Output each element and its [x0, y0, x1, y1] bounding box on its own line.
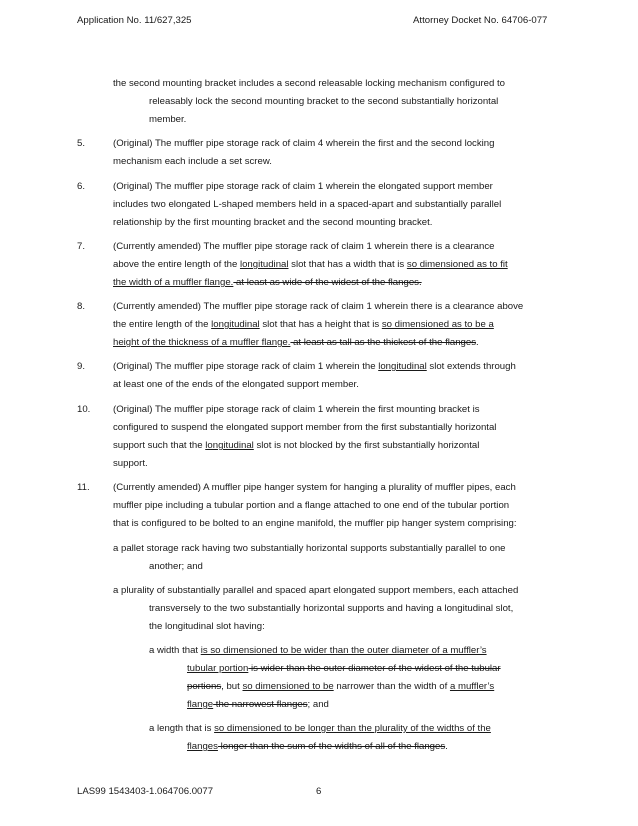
claim-9-line-1: (Original) The muffler pipe storage rack of claim 1 wherein the longitudinal slot extends through [113, 361, 516, 372]
intro-line-3: member. [149, 114, 187, 125]
claim-8-line-2: the entire length of the longitudinal slot that has a height that is so dimensioned as to be a [113, 319, 494, 330]
plurality-line-3: the longitudinal slot having: [149, 621, 265, 632]
claim-11-line-1: (Currently amended) A muffler pipe hanger system for hanging a plurality of muffler pipes, each [113, 482, 516, 493]
claim-5-line-2: mechanism each include a set screw. [113, 156, 272, 167]
claim-5-number: 5. [77, 138, 86, 149]
width-line-1: a width that is so dimensioned to be wider than the outer diameter of a muffler’s [149, 645, 487, 656]
claim-10-line-4: support. [113, 458, 148, 469]
claim-7-line-2: above the entire length of the longitudinal slot that has a width that is so dimensioned as to fit [113, 259, 508, 270]
page-number: 6 [316, 786, 322, 797]
claim-9-number: 9. [77, 361, 86, 372]
claim-9-line-2: at least one of the ends of the elongated support member. [113, 379, 359, 390]
application-number: Application No. 11/627,325 [77, 15, 192, 26]
claim-11-line-3: that is configured to be bolted to an engine manifold, the muffler pip hanger system comprising: [113, 518, 517, 529]
claim-5-line-1: (Original) The muffler pipe storage rack of claim 4 wherein the first and the second locking [113, 138, 495, 149]
claim-7-line-3: the width of a muffler flange. at least as wide of the widest of the flanges. [113, 277, 422, 288]
claim-8-line-3: height of the thickness of a muffler flange. at least as tall as the thickest of the flanges. [113, 337, 479, 348]
width-line-4: flange the narrowest flanges; and [187, 699, 329, 710]
claim-11-number: 11. [77, 482, 90, 493]
claim-11-line-2: muffler pipe including a tubular portion and a flange attached to one end of the tubular portion [113, 500, 510, 511]
width-line-2: tubular portion is wider than the outer diameter of the widest of the tubular [187, 663, 501, 674]
claim-10-line-2: configured to suspend the elongated support member from the first substantially horizontal [113, 422, 497, 433]
claim-6-line-1: (Original) The muffler pipe storage rack of claim 1 wherein the elongated support member [113, 181, 493, 192]
claim-6-line-2: includes two elongated L-shaped members held in a spaced-apart and substantially parallel [113, 199, 502, 210]
claim-10-number: 10. [77, 404, 91, 415]
claim-10-line-1: (Original) The muffler pipe storage rack of claim 1 wherein the first mounting bracket is [113, 404, 480, 415]
claim-6-number: 6. [77, 181, 86, 192]
width-line-3: portions, but so dimensioned to be narrower than the width of a muffler’s [187, 681, 495, 692]
intro-line-1: the second mounting bracket includes a second releasable locking mechanism configured to [113, 78, 505, 89]
claim-7-number: 7. [77, 241, 86, 252]
plurality-line-1: a plurality of substantially parallel and spaced apart elongated support members, each attached [113, 585, 519, 596]
claim-6-line-3: relationship by the first mounting bracket and the second mounting bracket. [113, 217, 433, 228]
pallet-line-2: another; and [149, 561, 203, 572]
length-line-2: flanges longer than the sum of the widths of all of the flanges. [187, 741, 448, 752]
claim-8-number: 8. [77, 301, 86, 312]
plurality-line-2: transversely to the two substantially horizontal supports and having a longitudinal slot, [149, 603, 514, 614]
claim-7-line-1: (Currently amended) The muffler pipe storage rack of claim 1 wherein there is a clearance [113, 241, 495, 252]
length-line-1: a length that is so dimensioned to be longer than the plurality of the widths of the [149, 723, 491, 734]
intro-line-2: releasably lock the second mounting bracket to the second substantially horizontal [149, 96, 499, 107]
claim-10-line-3: support such that the longitudinal slot is not blocked by the first substantially horizontal [113, 440, 480, 451]
document-id: LAS99 1543403-1.064706.0077 [77, 786, 214, 797]
claim-8-line-1: (Currently amended) The muffler pipe storage rack of claim 1 wherein there is a clearance above [113, 301, 524, 312]
attorney-docket-number: Attorney Docket No. 64706-077 [413, 15, 548, 26]
pallet-line-1: a pallet storage rack having two substantially horizontal supports substantially parallel to one [113, 543, 506, 554]
